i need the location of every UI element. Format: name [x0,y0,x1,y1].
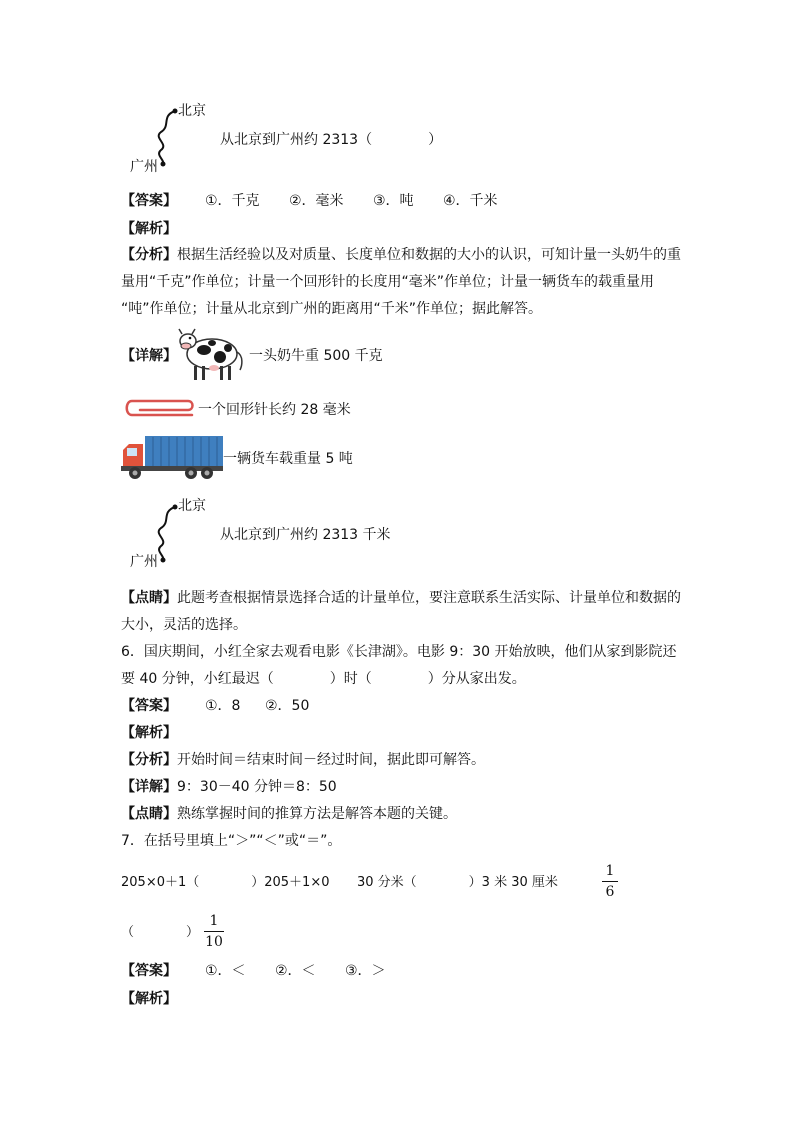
analysis-line: 根据生活经验以及对质量、长度单位和数据的大小的认识，可知计量一头奶牛的重 [177,247,681,263]
detail-tag: 【详解】 [121,348,177,364]
fraction-numerator: 1 [209,913,219,929]
answer-tag: 【答案】 [121,698,177,714]
detail-truck: 一辆货车载重量 5 吨 [223,451,353,467]
analysis-line: “吨”作单位；计量从北京到广州的距离用“千米”作单位；据此解答。 [121,301,543,317]
paperclip-icon [122,395,197,423]
beijing-label: 北京 [178,498,206,514]
analysis-line: 量用“千克”作单位；计量一个回形针的长度用“毫米”作单位；计量一辆货车的载重量用 [121,274,655,290]
q7-expr-2: 30 分米（ ）3 米 30 厘米 [357,875,558,890]
guangzhou-label: 广州 [130,554,158,570]
route-answer: 从北京到广州约 2313 千米 [220,527,391,543]
detail-tag: 【详解】 [121,779,177,795]
q7-expr-1: 205×0＋1（ ）205＋1×0 [121,875,330,890]
analysis-tag: 【分析】 [121,247,177,263]
comment-block [121,591,681,645]
answer-item: ②．毫米 [289,193,344,209]
answer-item: ①．＜ [205,963,246,979]
detail-clip: 一个回形针长约 28 毫米 [198,402,351,418]
q7-title: 7．在括号里填上“＞”“＜”或“＝”。 [121,833,342,849]
truck-icon [121,434,223,480]
detail-line: 【详解】9：30－40 分钟＝8：50 [121,779,337,795]
answer-tag: 【答案】 [121,193,177,209]
comment-line: 【点睛】熟练掌握时间的推算方法是解答本题的关键。 [121,806,457,822]
answer-item: ②．50 [265,698,310,714]
guangzhou-label: 广州 [130,159,158,175]
comment-tag: 【点睛】 [121,806,177,822]
fraction-denominator: 10 [205,934,223,950]
q6-stem-line: 6．国庆期间，小红全家去观看电影《长津湖》。电影 9：30 开始放映，他们从家到影院还 [121,644,677,660]
q7-fraction-2 [204,913,224,950]
cow-icon [174,326,246,384]
analysis-line: 【分析】开始时间＝结束时间－经过时间，据此即可解答。 [121,752,485,768]
analysis-block [121,248,681,329]
analysis-tag: 【分析】 [121,752,177,768]
fraction-denominator: 6 [605,884,615,900]
answer-item: ③．＞ [345,963,386,979]
answer-item: ②．＜ [275,963,316,979]
answer-item: ①．8 [205,698,241,714]
jiexi-tag: 【解析】 [121,221,177,237]
q6-stem-line: 要 40 分钟，小红最迟（ ）时（ ）分从家出发。 [121,671,526,687]
answer-tag: 【答案】 [121,963,177,979]
answer-item: ③．吨 [373,193,414,209]
beijing-label: 北京 [178,103,206,119]
route-question: 从北京到广州约 2313（ ） [220,132,443,148]
comment-tag: 【点睛】 [121,590,177,606]
jiexi-tag: 【解析】 [121,725,177,741]
answer-item: ①．千克 [205,193,260,209]
comment-line: 此题考查根据情景选择合适的计量单位，要注意联系生活实际、计量单位和数据的 [177,590,681,606]
q7-fraction-1 [602,863,618,900]
answer-item: ④．千米 [443,193,498,209]
comment-line: 大小，灵活的选择。 [121,617,247,633]
detail-cow: 一头奶牛重 500 千克 [249,348,383,364]
fraction-numerator: 1 [605,863,615,879]
q7-blank-3: （ ） [121,925,200,940]
jiexi-tag: 【解析】 [121,991,177,1007]
